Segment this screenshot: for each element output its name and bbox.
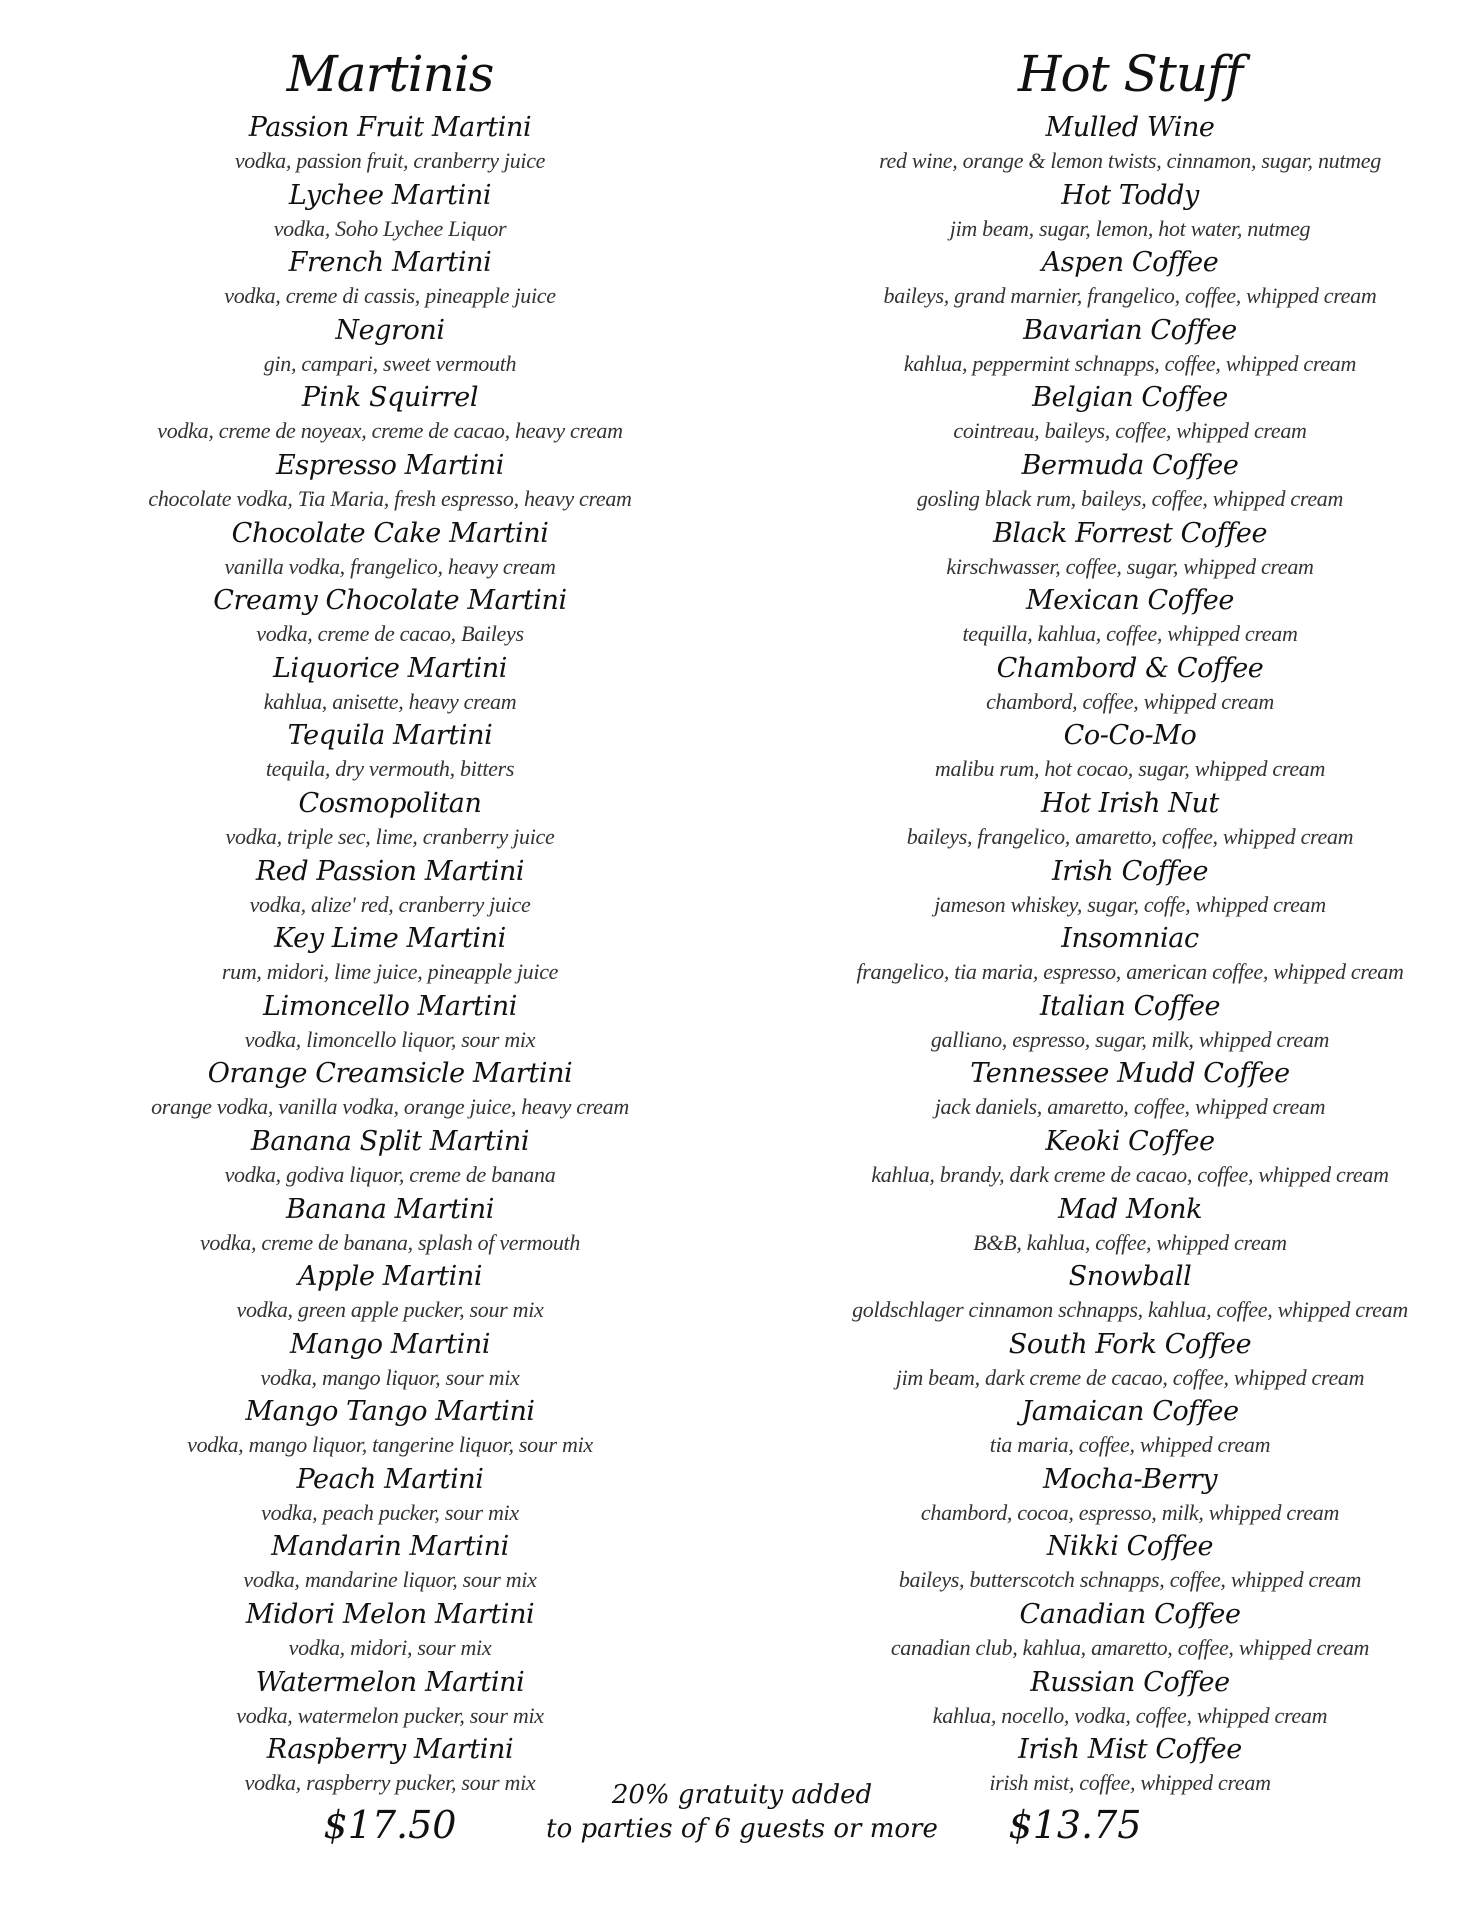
menu-item-ingredients: frangelico, tia maria, espresso, american coffee, whipped cream <box>856 959 1404 985</box>
menu-item-ingredients: vodka, alize' red, cranberry juice <box>249 891 531 917</box>
menu-item <box>20 854 760 922</box>
menu-item-ingredients: vodka, triple sec, lime, cranberry juice <box>225 823 555 849</box>
menu-item <box>780 1597 1480 1665</box>
martinis-list <box>20 110 760 1800</box>
menu-item <box>780 921 1480 989</box>
menu-item <box>780 1192 1480 1260</box>
menu-item <box>20 1597 760 1665</box>
menu-item <box>20 1259 760 1327</box>
menu-item <box>780 1056 1480 1124</box>
gratuity-line-1: 20% gratuity added <box>611 1780 873 1810</box>
menu-item-ingredients: vodka, passion fruit, cranberry juice <box>234 148 546 173</box>
menu-item <box>20 1124 760 1192</box>
menu-item <box>780 989 1480 1057</box>
menu-item-name: Irish Mist Coffee <box>1018 1734 1242 1766</box>
menu-item-ingredients: goldschlager cinnamon schnapps, kahlua, coffee, whipped cream <box>852 1297 1408 1323</box>
menu-item-name: Liquorice Martini <box>272 652 508 684</box>
martinis-price: $17.50 <box>323 1803 457 1847</box>
menu-item-name: Raspberry Martini <box>266 1734 514 1766</box>
menu-item-ingredients: irish mist, coffee, whipped cream <box>989 1770 1271 1796</box>
menu-item <box>20 786 760 854</box>
menu-item-name: Mocha-Berry <box>1042 1463 1218 1495</box>
menu-item-ingredients: B&B, kahlua, coffee, whipped cream <box>973 1229 1287 1255</box>
menu-item <box>780 516 1480 584</box>
menu-item <box>20 651 760 719</box>
menu-item <box>780 1529 1480 1597</box>
menu-item <box>20 178 760 246</box>
menu-item-name: Bermuda Coffee <box>1021 449 1239 481</box>
menu-item-name: Mango Martini <box>289 1328 491 1360</box>
gratuity-note <box>540 1778 944 1846</box>
menu-item-name: Mexican Coffee <box>1026 585 1234 617</box>
menu-item-name: South Fork Coffee <box>1008 1328 1252 1360</box>
menu-item <box>780 1124 1480 1192</box>
menu-item-name: Chambord & Coffee <box>996 652 1264 684</box>
menu-item <box>20 1192 760 1260</box>
menu-item-name: Lychee Martini <box>288 179 492 211</box>
menu-item <box>780 448 1480 516</box>
menu-item-name: Watermelon Martini <box>255 1666 525 1698</box>
menu-item <box>780 854 1480 922</box>
menu-item-ingredients: vodka, creme di cassis, pineapple juice <box>224 283 556 309</box>
menu-item-ingredients: malibu rum, hot cocao, sugar, whipped cream <box>934 756 1326 782</box>
menu-item-ingredients: vodka, peach pucker, sour mix <box>261 1499 519 1525</box>
menu-item-ingredients: tequila, dry vermouth, bitters <box>265 756 515 782</box>
menu-item <box>780 1462 1480 1530</box>
menu-item-ingredients: rum, midori, lime juice, pineapple juice <box>221 959 559 985</box>
menu-item <box>780 651 1480 719</box>
menu-item-name: Canadian Coffee <box>1019 1599 1241 1631</box>
menu-item-ingredients: vodka, raspberry pucker, sour mix <box>244 1770 536 1796</box>
menu-item-name: Hot Toddy <box>1061 179 1199 211</box>
menu-item <box>780 1394 1480 1462</box>
menu-item-ingredients: vodka, godiva liquor, creme de banana <box>224 1161 556 1187</box>
menu-item-name: Mango Tango Martini <box>245 1396 535 1428</box>
menu-item <box>20 989 760 1057</box>
menu-item-ingredients: jim beam, sugar, lemon, hot water, nutmeg <box>949 215 1311 241</box>
menu-item-ingredients: kahlua, anisette, heavy cream <box>263 688 517 714</box>
gratuity-line-2: to parties of 6 guests or more <box>546 1814 938 1844</box>
menu-item <box>20 583 760 651</box>
menu-item-name: Mad Monk <box>1057 1193 1203 1225</box>
menu-item-ingredients: chambord, cocoa, espresso, milk, whipped cream <box>920 1499 1340 1525</box>
menu-item-ingredients: baileys, butterscotch schnapps, coffee, whipped cream <box>898 1567 1362 1593</box>
menu-item <box>780 380 1480 448</box>
menu-item <box>20 313 760 381</box>
menu-item-name: Mandarin Martini <box>271 1531 509 1563</box>
martinis-section <box>20 38 760 1800</box>
menu-item <box>20 1327 760 1395</box>
menu-item-ingredients: vodka, green apple pucker, sour mix <box>236 1297 544 1323</box>
menu-item-ingredients: vodka, limoncello liquor, sour mix <box>244 1026 536 1052</box>
menu-item-name: Bavarian Coffee <box>1023 314 1237 346</box>
menu-item-name: Irish Coffee <box>1051 855 1209 887</box>
menu-item <box>780 718 1480 786</box>
menu-item-ingredients: vodka, creme de banana, splash of vermouth <box>199 1229 581 1255</box>
menu-item-name: Cosmopolitan <box>298 787 482 819</box>
menu-item-ingredients: tequilla, kahlua, coffee, whipped cream <box>962 621 1298 647</box>
menu-item-name: Black Forrest Coffee <box>992 517 1268 549</box>
menu-item-ingredients: cointreau, baileys, coffee, whipped cream <box>953 418 1307 444</box>
menu-item <box>20 1394 760 1462</box>
menu-item <box>20 1462 760 1530</box>
menu-item-ingredients: kahlua, brandy, dark creme de cacao, coffee, whipped cream <box>871 1161 1389 1187</box>
menu-item-name: Creamy Chocolate Martini <box>213 585 567 617</box>
menu-item-ingredients: jim beam, dark creme de cacao, coffee, whipped cream <box>895 1364 1365 1390</box>
menu-item-name: Aspen Coffee <box>1041 247 1219 279</box>
hot-stuff-section <box>780 38 1480 1800</box>
menu-item <box>20 448 760 516</box>
menu-item-name: Jamaican Coffee <box>1021 1396 1239 1428</box>
hot-stuff-title: Hot Stuff <box>1017 45 1243 103</box>
menu-item <box>780 583 1480 651</box>
menu-item-name: Chocolate Cake Martini <box>231 517 549 549</box>
martinis-title: Martinis <box>286 45 494 103</box>
menu-item-ingredients: kahlua, nocello, vodka, coffee, whipped cream <box>932 1702 1328 1728</box>
menu-item-name: Snowball <box>1068 1261 1192 1293</box>
menu-item-name: Belgian Coffee <box>1032 382 1228 414</box>
menu-item-name: Nikki Coffee <box>1046 1531 1214 1563</box>
menu-item-name: Insomniac <box>1061 923 1199 955</box>
menu-item <box>20 380 760 448</box>
menu-item-ingredients: vodka, creme de cacao, Baileys <box>256 621 524 647</box>
menu-item <box>20 1665 760 1733</box>
menu-item-name: Tequila Martini <box>287 720 493 752</box>
menu-item-ingredients: chocolate vodka, Tia Maria, fresh espresso, heavy cream <box>148 485 632 511</box>
menu-item-name: Keoki Coffee <box>1045 1125 1215 1157</box>
menu-item-name: Midori Melon Martini <box>245 1599 535 1631</box>
menu-item-ingredients: vodka, Soho Lychee Liquor <box>273 215 507 241</box>
menu-item-ingredients: baileys, frangelico, amaretto, coffee, whipped cream <box>906 823 1354 849</box>
menu-item-name: Russian Coffee <box>1030 1666 1230 1698</box>
menu-item-name: French Martini <box>288 247 492 279</box>
menu-item-name: Pink Squirrel <box>301 382 479 414</box>
menu-item <box>780 1259 1480 1327</box>
menu-item-ingredients: kirschwasser, coffee, sugar, whipped cream <box>946 553 1314 579</box>
menu-item-name: Italian Coffee <box>1039 990 1221 1022</box>
menu-item-ingredients: chambord, coffee, whipped cream <box>986 688 1274 714</box>
menu-item <box>780 178 1480 246</box>
menu-item-name: Hot Irish Nut <box>1041 787 1219 819</box>
menu-item-name: Negroni <box>335 314 445 346</box>
menu-item-name: Passion Fruit Martini <box>248 112 532 143</box>
menu-item <box>780 1327 1480 1395</box>
menu-item-name: Banana Split Martini <box>250 1125 530 1157</box>
menu-item <box>20 110 760 178</box>
menu-item <box>20 718 760 786</box>
menu-item-ingredients: vanilla vodka, frangelico, heavy cream <box>224 553 556 579</box>
menu-item-ingredients: vodka, mango liquor, sour mix <box>260 1364 520 1390</box>
menu-item-ingredients: baileys, grand marnier, frangelico, coffee, whipped cream <box>883 283 1377 309</box>
menu-item <box>20 516 760 584</box>
menu-item-ingredients: jack daniels, amaretto, coffee, whipped cream <box>934 1094 1326 1120</box>
menu-item <box>780 786 1480 854</box>
menu-item-name: Peach Martini <box>296 1463 484 1495</box>
menu-item-name: Limoncello Martini <box>263 990 517 1022</box>
menu-item <box>780 245 1480 313</box>
menu-item-ingredients: kahlua, peppermint schnapps, coffee, whipped cream <box>903 350 1357 376</box>
menu-item-name: Espresso Martini <box>275 449 505 481</box>
menu-item-name: Tennessee Mudd Coffee <box>970 1058 1290 1090</box>
menu-item <box>20 921 760 989</box>
menu-item-ingredients: red wine, orange & lemon twists, cinnamon, sugar, nutmeg <box>879 148 1381 173</box>
menu-item <box>780 313 1480 381</box>
menu-item-ingredients: vodka, midori, sour mix <box>288 1635 492 1661</box>
menu-item-ingredients: vodka, creme de noyeax, creme de cacao, heavy cream <box>157 418 623 444</box>
hot-stuff-price: $13.75 <box>1008 1803 1142 1847</box>
menu-item-name: Red Passion Martini <box>255 855 525 887</box>
menu-item-name: Apple Martini <box>297 1261 483 1293</box>
menu-item-name: Co-Co-Mo <box>1063 720 1197 752</box>
menu-item-ingredients: gin, campari, sweet vermouth <box>263 350 517 376</box>
menu-item-ingredients: gosling black rum, baileys, coffee, whipped cream <box>916 485 1344 511</box>
menu-item-ingredients: vodka, mango liquor, tangerine liquor, sour mix <box>187 1432 593 1458</box>
menu-item <box>780 110 1480 178</box>
menu-item <box>20 1529 760 1597</box>
menu-item <box>20 1056 760 1124</box>
menu-item-ingredients: galliano, espresso, sugar, milk, whipped cream <box>930 1026 1330 1052</box>
menu-item-name: Banana Martini <box>285 1193 495 1225</box>
hot-stuff-list <box>780 110 1480 1800</box>
menu-item-name: Key Lime Martini <box>274 923 506 955</box>
menu-item-ingredients: vodka, watermelon pucker, sour mix <box>236 1702 544 1728</box>
menu-item-name: Orange Creamsicle Martini <box>207 1058 573 1090</box>
menu-item-ingredients: tia maria, coffee, whipped cream <box>989 1432 1271 1458</box>
menu-item-ingredients: vodka, mandarine liquor, sour mix <box>243 1567 537 1593</box>
menu-item-name: Mulled Wine <box>1045 112 1215 143</box>
menu-item <box>20 245 760 313</box>
menu-item-ingredients: jameson whiskey, sugar, coffe, whipped cream <box>934 891 1326 917</box>
menu-item-ingredients: orange vodka, vanilla vodka, orange juice, heavy cream <box>151 1094 629 1120</box>
menu-item <box>780 1665 1480 1733</box>
menu-item-ingredients: canadian club, kahlua, amaretto, coffee, whipped cream <box>890 1635 1370 1661</box>
